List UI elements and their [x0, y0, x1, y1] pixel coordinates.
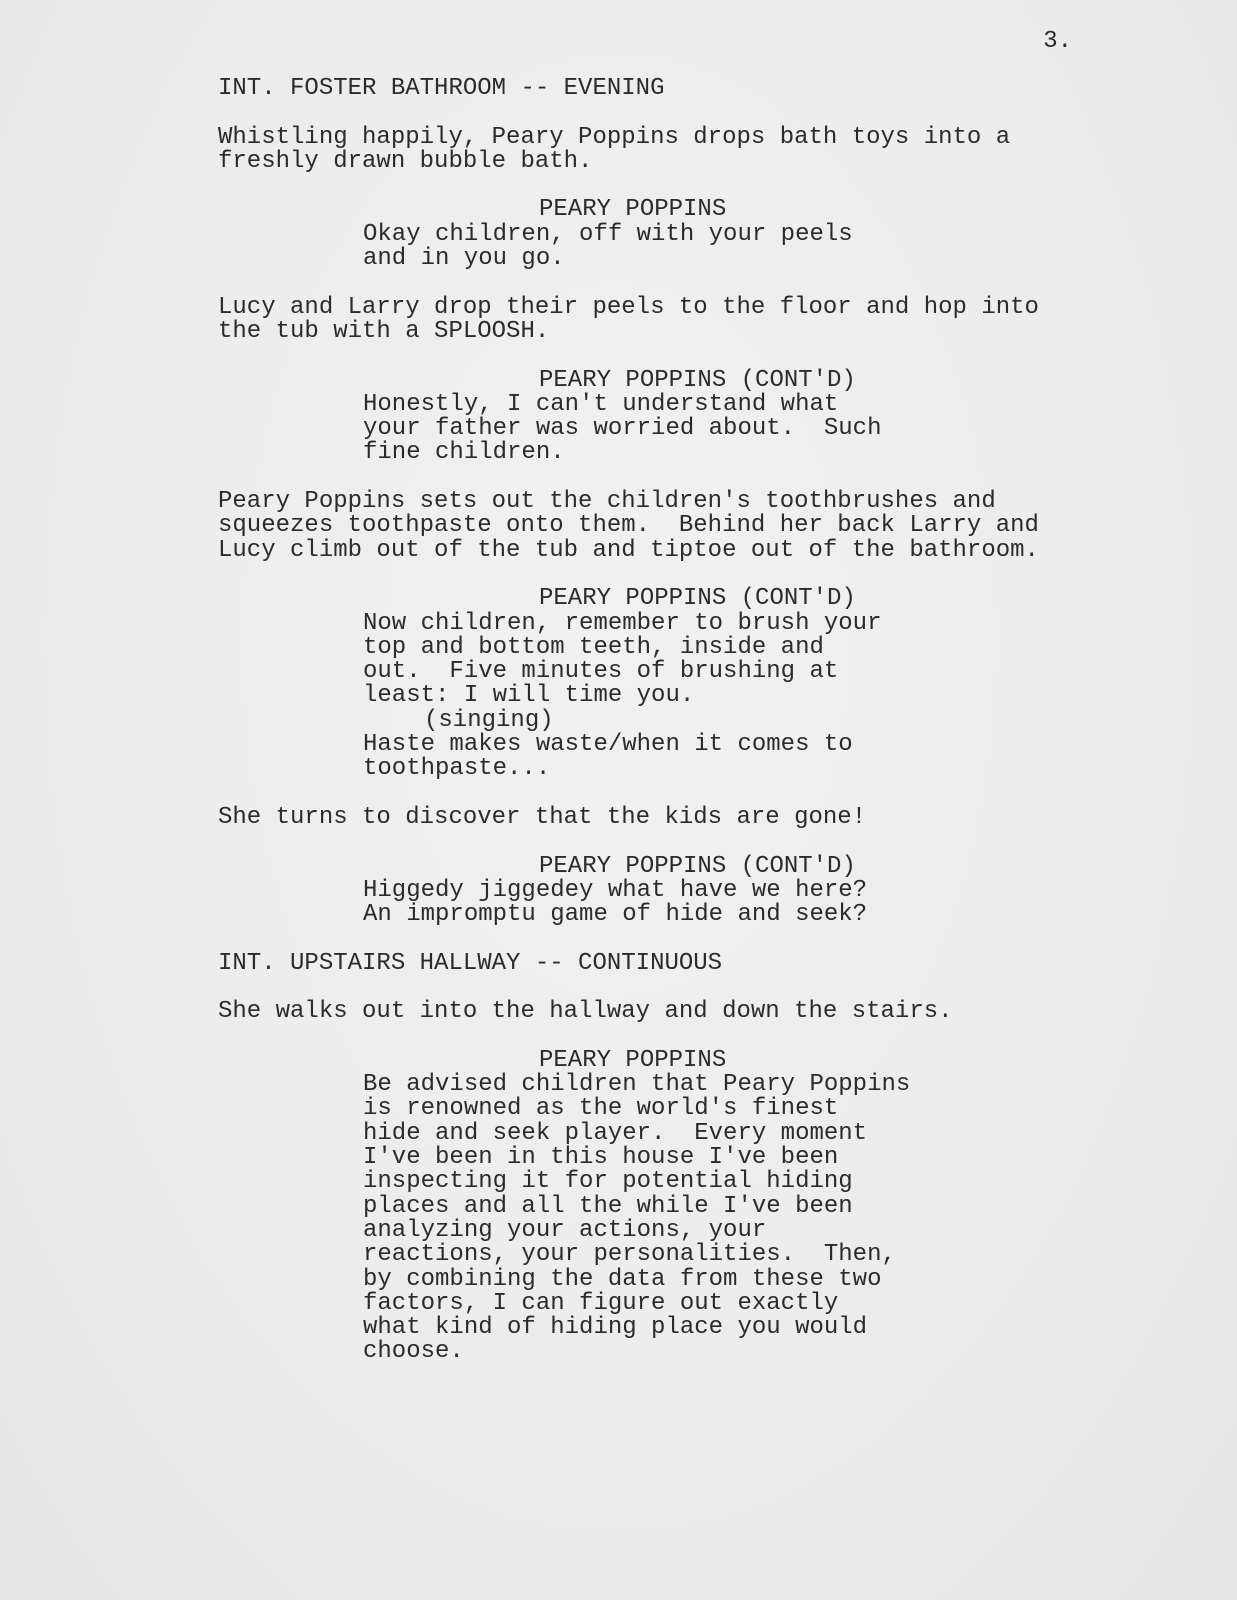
character-cue: PEARY POPPINS	[539, 196, 727, 224]
dialogue-block	[218, 1046, 1098, 1366]
scene-heading: INT. UPSTAIRS HALLWAY -- CONTINUOUS	[218, 949, 723, 977]
dialogue-text: Be advised children that Peary Poppins is renowned as the world's finest hide and seek player. Every moment I've been in this house I've been inspecting it for potential hiding places and all the while I've been analyzing your actions, your reactions, your personalities. Then, by combining the data from these two factors, I can figure out exactly what kind of hiding place you would choose.	[363, 1071, 911, 1366]
character-cue: PEARY POPPINS	[539, 1046, 727, 1074]
character-cue: PEARY POPPINS (CONT'D)	[539, 366, 856, 394]
parenthetical: (singing)	[424, 706, 554, 734]
scene-heading: INT. FOSTER BATHROOM -- EVENING	[218, 75, 665, 102]
action-text: Lucy and Larry drop their peels to the floor and hop into the tub with a SPLOOSH.	[218, 293, 1039, 345]
action-text: Peary Poppins sets out the children's toothbrushes and squeezes toothpaste onto them. Behind her back Larry and Lucy climb out of the tub and tiptoe out of the bathroom.	[218, 488, 1039, 564]
dialogue-block	[218, 366, 1098, 467]
script-body	[218, 77, 1098, 1389]
character-cue: PEARY POPPINS (CONT'D)	[539, 585, 856, 613]
dialogue-text: Haste makes waste/when it comes to toothpaste...	[363, 731, 853, 783]
dialogue-block	[218, 852, 1098, 929]
dialogue-block	[218, 198, 1098, 271]
character-cue: PEARY POPPINS (CONT'D)	[539, 852, 856, 880]
dialogue-block	[218, 587, 1098, 781]
dialogue-text: Now children, remember to brush your top and bottom teeth, inside and out. Five minutes of brushing at least: I will time you.	[363, 609, 882, 710]
dialogue-text: Higgedy jiggedey what have we here? An impromptu game of hide and seek?	[363, 876, 868, 929]
action-text: She walks out into the hallway and down the stairs.	[218, 998, 953, 1026]
action-text: She turns to discover that the kids are gone!	[218, 803, 867, 831]
dialogue-text: Honestly, I can't understand what your father was worried about. Such fine children.	[363, 390, 882, 467]
page-number: 3.	[1043, 28, 1072, 55]
dialogue-text: Okay children, off with your peels and in you go.	[363, 220, 853, 273]
action-text: Whistling happily, Peary Poppins drops bath toys into a freshly drawn bubble bath.	[218, 123, 1011, 175]
